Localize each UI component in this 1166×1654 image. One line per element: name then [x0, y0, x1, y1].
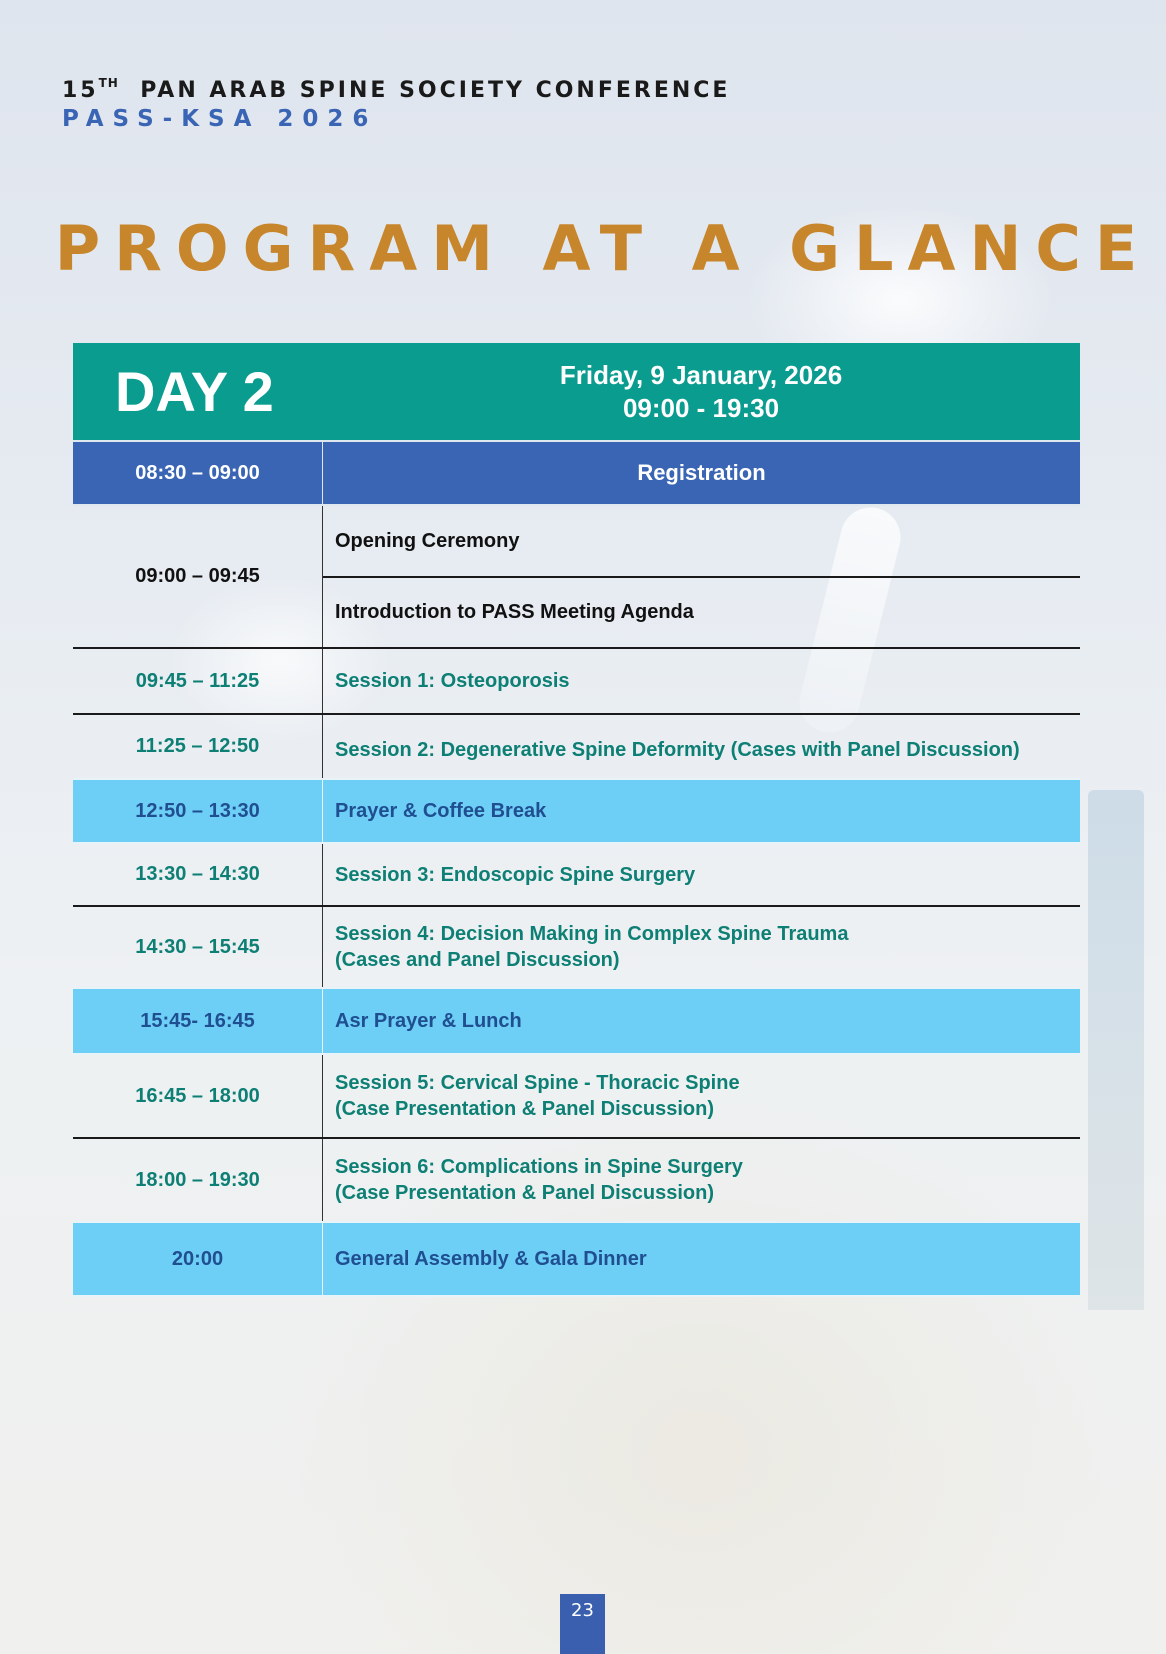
- page-number: 23: [560, 1594, 605, 1654]
- row-item-opening-ceremony: Opening Ceremony: [323, 506, 1080, 578]
- day-info: [322, 359, 1080, 425]
- row-title: Session 4: Decision Making in Complex Spine Trauma: [335, 923, 849, 945]
- row-title: Session 6: Complications in Spine Surgery: [335, 1156, 743, 1178]
- edition-number: 15: [62, 78, 99, 103]
- day-header: [73, 343, 1080, 442]
- row-subtitle: (Case Presentation & Panel Discussion): [335, 1182, 715, 1204]
- table-row-session-6: [73, 1139, 1080, 1221]
- row-time: 09:00 – 09:45: [135, 565, 260, 587]
- table-row-session-3: [73, 844, 1080, 907]
- event-tag: PASS-KSA 2026: [62, 106, 378, 132]
- row-text: [322, 907, 1080, 987]
- conference-title: PAN ARAB SPINE SOCIETY CONFERENCE: [140, 78, 731, 103]
- table-row-opening: [73, 506, 1080, 649]
- row-time: 15:45- 16:45: [140, 1009, 255, 1032]
- row-title: Session 5: Cervical Spine - Thoracic Spine: [335, 1072, 740, 1094]
- row-time: 20:00: [171, 1247, 224, 1270]
- background-skyscraper: [1088, 790, 1144, 1310]
- table-row-registration: [73, 442, 1080, 506]
- row-time: 14:30 – 15:45: [135, 935, 260, 958]
- row-time: 08:30 – 09:00: [135, 461, 260, 484]
- row-subtitle: (Cases and Panel Discussion): [335, 949, 620, 971]
- conference-name: [62, 76, 730, 103]
- row-text: [322, 1139, 1080, 1221]
- page-title: PROGRAM AT A GLANCE: [54, 212, 1152, 285]
- table-row-session-4: [73, 907, 1080, 987]
- day-date: Friday, 9 January, 2026: [559, 359, 843, 390]
- table-row-session-2: [73, 715, 1080, 778]
- table-row-session-1: [73, 649, 1080, 715]
- table-row-session-5: [73, 1055, 1080, 1139]
- schedule-table: [73, 343, 1080, 1297]
- day-hours: 09:00 - 19:30: [622, 392, 780, 423]
- day-label: DAY 2: [115, 360, 274, 423]
- row-item-introduction: Introduction to PASS Meeting Agenda: [335, 601, 694, 624]
- table-row-lunch: [73, 987, 1080, 1055]
- row-time: 13:30 – 14:30: [135, 863, 260, 885]
- row-title: Session 2: Degenerative Spine Deformity (Cases with Panel Discussion): [322, 715, 1080, 778]
- row-time: 09:45 – 11:25: [135, 669, 260, 692]
- row-time: 12:50 – 13:30: [135, 799, 260, 822]
- row-title: Session 1: Osteoporosis: [322, 649, 1080, 713]
- table-row-gala-dinner: [73, 1221, 1080, 1297]
- row-title: Asr Prayer & Lunch: [322, 989, 1080, 1053]
- row-time: 11:25 – 12:50: [135, 735, 260, 757]
- row-subtitle: (Case Presentation & Panel Discussion): [335, 1098, 715, 1120]
- row-items: [322, 506, 1080, 647]
- edition-suffix: TH: [98, 76, 119, 90]
- row-title: General Assembly & Gala Dinner: [322, 1223, 1080, 1295]
- row-text: [322, 1055, 1080, 1137]
- table-row-coffee-break: [73, 778, 1080, 844]
- row-title: Session 3: Endoscopic Spine Surgery: [322, 844, 1080, 905]
- row-title: Registration: [322, 442, 1080, 504]
- row-time: 16:45 – 18:00: [135, 1084, 260, 1107]
- row-title: Prayer & Coffee Break: [322, 780, 1080, 842]
- row-time: 18:00 – 19:30: [135, 1168, 260, 1191]
